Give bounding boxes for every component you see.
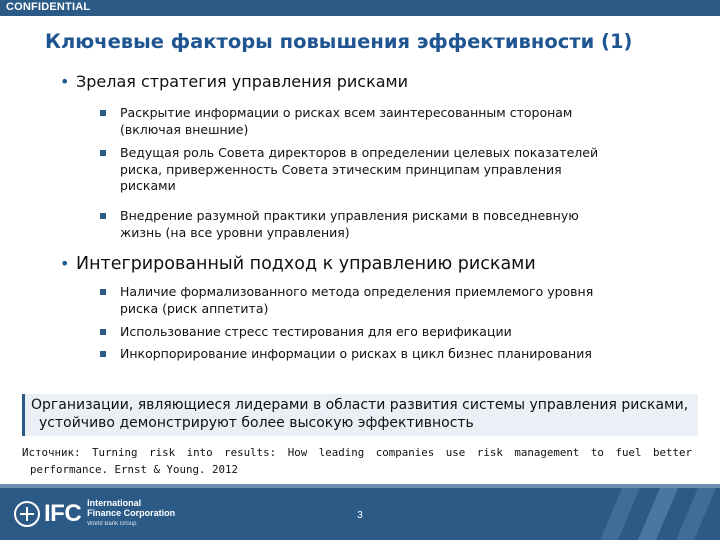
decorative-stripes	[560, 488, 720, 540]
list-item-line: Использование стресс тестирования для его верификации	[120, 324, 512, 339]
key-takeaway-box	[22, 394, 698, 436]
square-bullet-icon	[100, 213, 106, 219]
logo-text	[87, 498, 175, 529]
logo-line: World Bank Group	[87, 521, 137, 527]
section-heading	[60, 254, 700, 274]
list-item-line: рисками	[120, 178, 176, 193]
footer-bar	[0, 484, 720, 540]
list-item-line: жизнь (на все уровни управления)	[120, 224, 350, 240]
list-item-line: Раскрытие информации о рисках всем заинтересованным сторонам	[120, 105, 573, 120]
confidential-bar	[0, 0, 720, 16]
key-takeaway-line: устойчиво демонстрируют более высокую эффективность	[39, 415, 474, 431]
logo-line: Finance Corporation	[87, 508, 176, 518]
list-item-line: риска (риск аппетита)	[120, 300, 269, 316]
square-bullet-icon	[100, 150, 106, 156]
section-heading-text: Интегрированный подход к управлению рисками	[76, 254, 536, 274]
ifc-logo	[14, 498, 175, 529]
list-item-line: риска, приверженность Совета этическим принципам управления	[120, 161, 562, 177]
bullet-dot-icon: •	[60, 72, 70, 91]
square-bullet-icon	[100, 289, 106, 295]
section-heading-text: Зрелая стратегия управления рисками	[76, 72, 409, 91]
page-title: Ключевые факторы повышения эффективности (1)	[45, 30, 633, 53]
source-citation	[22, 444, 692, 478]
section-integrated-approach	[60, 254, 700, 274]
source-line: Источник: Turning risk into results: How leading companies use risk management to fuel better	[22, 446, 692, 459]
key-takeaway-line: Организации, являющиеся лидерами в области развития системы управления рисками,	[31, 397, 689, 413]
confidential-label: CONFIDENTIAL	[6, 1, 91, 13]
logo-abbr: IFC	[44, 499, 82, 527]
square-bullet-icon	[100, 351, 106, 357]
source-line: performance. Ernst & Young. 2012	[30, 463, 239, 476]
list-item-line: Наличие формализованного метода определения приемлемого уровня	[120, 284, 594, 299]
bullet-dot-icon: •	[60, 254, 70, 273]
list-item-line: Ведущая роль Совета директоров в определении целевых показателей	[120, 145, 599, 160]
page-number: 3	[357, 510, 363, 521]
globe-icon	[14, 501, 40, 527]
section-heading	[60, 72, 700, 91]
list-item-line: (включая внешние)	[120, 121, 249, 137]
square-bullet-icon	[100, 110, 106, 116]
list-item-line: Внедрение разумной практики управления рисками в повседневную	[120, 208, 579, 223]
section-risk-strategy	[60, 72, 700, 91]
logo-line: International	[87, 498, 142, 508]
square-bullet-icon	[100, 329, 106, 335]
list-item-line: Инкорпорирование информации о рисках в цикл бизнес планирования	[120, 346, 592, 361]
